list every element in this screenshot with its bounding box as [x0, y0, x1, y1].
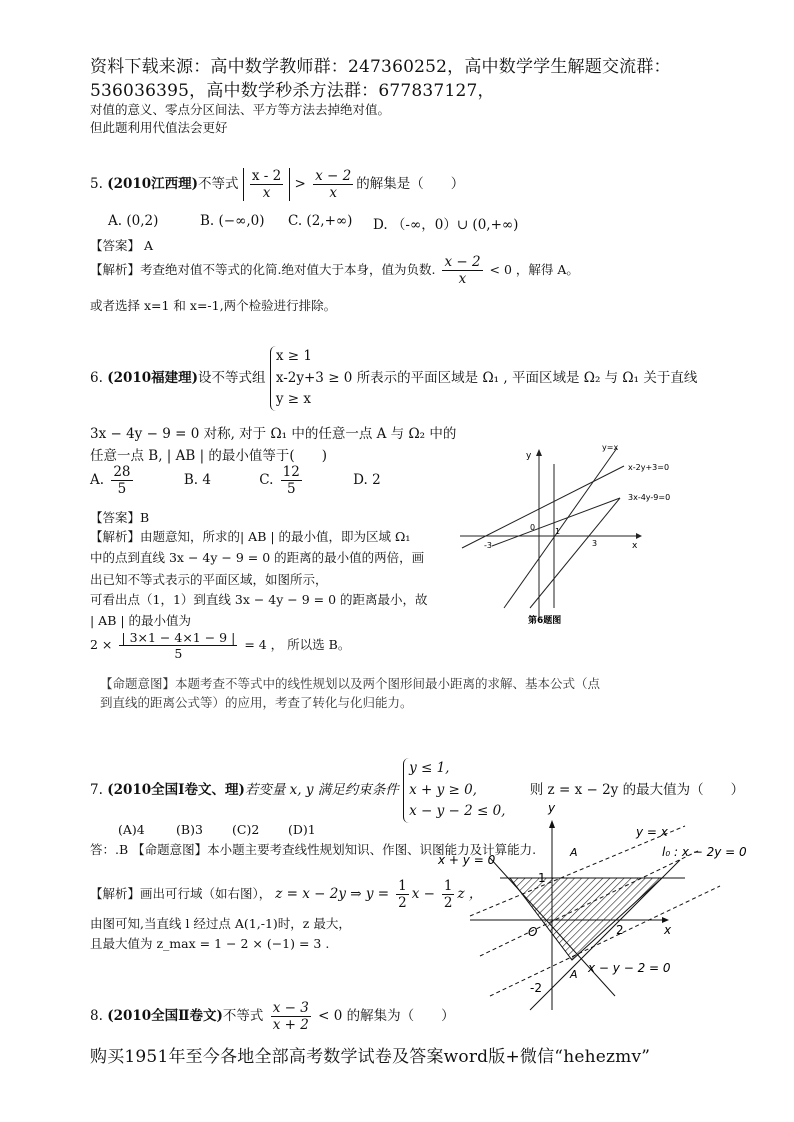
- q6-y-arrow: [536, 449, 542, 456]
- q6-option-a-numerator: 28: [113, 464, 131, 480]
- q6-option-c-numerator: 12: [282, 464, 300, 480]
- q6-figure-caption: 第6题图: [528, 616, 562, 626]
- q6-stem-b: 所表示的平面区域是 Ω₁ , 平面区域是 Ω₂ 与 Ω₁ 关于直线: [356, 369, 698, 386]
- q5-abs-numerator: x - 2: [251, 168, 282, 184]
- q6-calc-denominator: 5: [174, 646, 183, 661]
- q6-system-line: x ≥ 1: [275, 348, 312, 364]
- q6-analysis-3: 出已知不等式表示的平面区域，如图所示，: [90, 572, 328, 587]
- q6-analysis-4: 可看出点（1，1）到直线 3x − 4y − 9 = 0 的距离最小，故: [90, 592, 428, 607]
- q6-line-3: 任意一点 B, | AB | 的最小值等于( ): [90, 448, 327, 464]
- q7-y-arrow: [549, 820, 555, 828]
- q7-label-xy2: x − y − 2 = 0: [588, 961, 671, 975]
- q5-stem: [90, 168, 464, 201]
- footer-text: 购买1951年至今各地全部高考数学试卷及答案word版+微信“hehezmv”: [90, 1047, 651, 1067]
- q6-option-a-denominator: 5: [117, 481, 127, 497]
- q7-option-c: (C)2: [232, 822, 260, 837]
- q8-stem-b: < 0 的解集为（ ）: [318, 1008, 455, 1024]
- q6-intent-1: 【命题意图】本题考查不等式中的线性规划以及两个图形间最小距离的求解、基本公式（点: [100, 676, 601, 691]
- q6-analysis-2: 中的点到直线 3x − 4y − 9 = 0 的距离的最小值的两倍，画: [90, 550, 425, 565]
- q7-analysis-3: 且最大值为 z_max = 1 − 2 × (−1) = 3 .: [90, 936, 330, 951]
- q6-x-arrow: [636, 533, 642, 539]
- q5-analysis-denominator: x: [458, 271, 467, 287]
- q8-denominator: x + 2: [272, 1017, 309, 1033]
- q8-stem: [90, 1000, 455, 1033]
- q7-label-a-top: A: [570, 846, 578, 859]
- q7-frac2-numerator: 1: [443, 878, 453, 894]
- q7-tick-1: 1: [538, 871, 546, 885]
- q6-calc-prefix: 2 ×: [90, 637, 113, 652]
- q8-number: 8.: [90, 1008, 103, 1024]
- q6-line-y-eq-x: [504, 448, 617, 608]
- q5-source: (2010江西理): [107, 176, 199, 192]
- q7-system-line: x + y ≥ 0,: [409, 781, 477, 798]
- q7-analysis-1: [90, 878, 482, 911]
- q7-option-d: (D)1: [288, 822, 316, 837]
- q6-stem: [90, 346, 697, 411]
- q6-figure: [452, 436, 671, 626]
- q7-frac1-numerator: 1: [398, 878, 407, 894]
- q6-system-line: y ≥ x: [275, 391, 311, 408]
- q5-stem-a: 不等式: [198, 176, 239, 192]
- q6-line-2: 3x − 4y − 9 = 0 对称, 对于 Ω₁ 中的任意一点 A 与 Ω₂ 中的: [90, 426, 457, 442]
- q6-options: [90, 464, 381, 497]
- q8-stem-a: 不等式: [222, 1008, 264, 1024]
- q5-abs-denominator: x: [262, 185, 271, 201]
- q5-number: 5.: [90, 176, 103, 192]
- header-line-2: 536036395，高中数学秒杀方法群：677837127，: [90, 81, 495, 101]
- q7-stem-a: 若变量 x, y 满足约束条件: [244, 781, 399, 798]
- q6-system-line: x-2y+3 ≥ 0: [275, 369, 353, 386]
- q6-tick-0: 0: [530, 523, 536, 532]
- q5-rhs-denominator: x: [329, 185, 337, 201]
- q5-option-c: C. (2,+∞): [288, 213, 353, 229]
- q5-answer: 【答案】 A: [90, 238, 154, 253]
- q5-option-b: B. (−∞,0): [200, 213, 265, 229]
- intro-line-2: 但此题利用代值法会更好: [90, 120, 228, 135]
- q7-label-l0: l₀ : x − 2y = 0: [662, 845, 747, 859]
- q5-gt: >: [294, 176, 306, 192]
- q5-abs-value: [243, 168, 290, 201]
- q5-analysis-text: 【解析】考查绝对值不等式的化简.绝对值大于本身，值为负数.: [90, 262, 436, 277]
- q7-number: 7.: [90, 781, 103, 798]
- q7-label-a: A: [570, 968, 578, 981]
- header-line-1: 资料下载来源：高中数学教师群：247360252，高中数学学生解题交流群：: [90, 57, 671, 77]
- q7-answer: 答：.B 【命题意图】本小题主要考查线性规划知识、作图、识图能力及计算能力.: [90, 842, 537, 857]
- q7-option-b: (B)3: [176, 822, 203, 837]
- q7-analysis-text: 【解析】画出可行域（如右图），: [90, 886, 272, 901]
- q6-intent-2: 到直线的距离公式等）的应用，考查了转化与化归能力。: [100, 695, 413, 710]
- q7-frac1-denominator: 2: [398, 895, 407, 911]
- q6-tick-3: 3: [592, 539, 598, 548]
- q6-number: 6.: [90, 369, 103, 386]
- q6-system: [270, 346, 353, 411]
- q6-tick-m3: -3: [484, 541, 492, 550]
- q7-feasible-region: [510, 878, 662, 960]
- q7-stem-b: 则 z = x − 2y 的最大值为（ ）: [529, 781, 745, 798]
- q7-analysis-eq: z = x − 2y ⇒ y =: [275, 886, 390, 902]
- q7-frac2-denominator: 2: [443, 895, 453, 911]
- q5-extra: 或者选择 x=1 和 x=-1,两个检验进行排除。: [90, 298, 337, 313]
- q7-label-xy0: x + y = 0: [438, 853, 496, 867]
- q6-option-a-label: A.: [90, 472, 105, 488]
- q5-analysis-result: < 0 ，解得 A。: [489, 262, 579, 277]
- q8-numerator: x − 3: [272, 1000, 309, 1016]
- q7-tick-m2: -2: [530, 981, 542, 995]
- q7-analysis-eq-mid: x −: [411, 886, 435, 902]
- q6-option-c-denominator: 5: [286, 481, 296, 497]
- q6-label-y: y: [526, 451, 532, 461]
- q6-analysis-5: | AB | 的最小值为: [90, 613, 192, 628]
- q7-source: (2010全国Ⅰ卷文、理): [107, 781, 245, 798]
- q6-label-yx: y=x: [602, 443, 619, 452]
- q7-figure: [430, 796, 775, 1018]
- q5-rhs-numerator: x − 2: [315, 168, 352, 184]
- q7-label-x: x: [664, 923, 672, 937]
- q6-option-c-label: C.: [259, 472, 274, 488]
- intro-line-1: 对值的意义、零点分区间法、平方等方法去掉绝对值。: [90, 102, 391, 117]
- q7-label-origin: O: [528, 925, 538, 939]
- q6-answer: 【答案】B: [90, 510, 150, 525]
- q6-source: (2010福建理): [107, 369, 199, 386]
- q5-option-a: A. (0,2): [108, 213, 159, 229]
- q5-analysis: [90, 254, 579, 287]
- q6-label-l1: x-2y+3=0: [628, 463, 670, 472]
- q7-label-y: y: [548, 801, 556, 815]
- q7-tick-2: 2: [616, 923, 624, 937]
- q6-tick-1: 1: [555, 527, 561, 536]
- q5-analysis-numerator: x − 2: [444, 254, 481, 270]
- q6-stem-a: 设不等式组: [198, 369, 266, 386]
- q6-label-x: x: [632, 541, 638, 551]
- q6-option-b: B. 4: [183, 472, 211, 488]
- q7-system-line: x − y − 2 ≤ 0,: [409, 803, 506, 820]
- q6-calc-result: = 4 ， 所以选 B。: [244, 637, 351, 652]
- q7-label-yx: y = x: [636, 825, 668, 839]
- q8-source: (2010全国Ⅱ卷文): [107, 1008, 223, 1024]
- q7-analysis-eq-end: z ，: [457, 886, 483, 902]
- q6-calc: [90, 630, 350, 661]
- q7-system-line: y ≤ 1,: [409, 760, 450, 776]
- q5-option-d: D. （-∞，0）∪ (0,+∞): [373, 217, 519, 233]
- q7-option-a: (A)4: [118, 822, 145, 837]
- q6-analysis-1: 【解析】由题意知，所求的| AB | 的最小值，即为区域 Ω₁: [90, 529, 411, 544]
- q6-option-d: D. 2: [353, 472, 381, 488]
- q5-stem-b: 的解集是（ ）: [356, 176, 465, 192]
- q6-label-l2: 3x-4y-9=0: [628, 493, 671, 502]
- q6-calc-numerator: | 3×1 − 4×1 − 9 |: [121, 630, 236, 645]
- q7-analysis-2: 由图可知,当直线 l 经过点 A(1,-1)时，z 最大，: [90, 916, 351, 931]
